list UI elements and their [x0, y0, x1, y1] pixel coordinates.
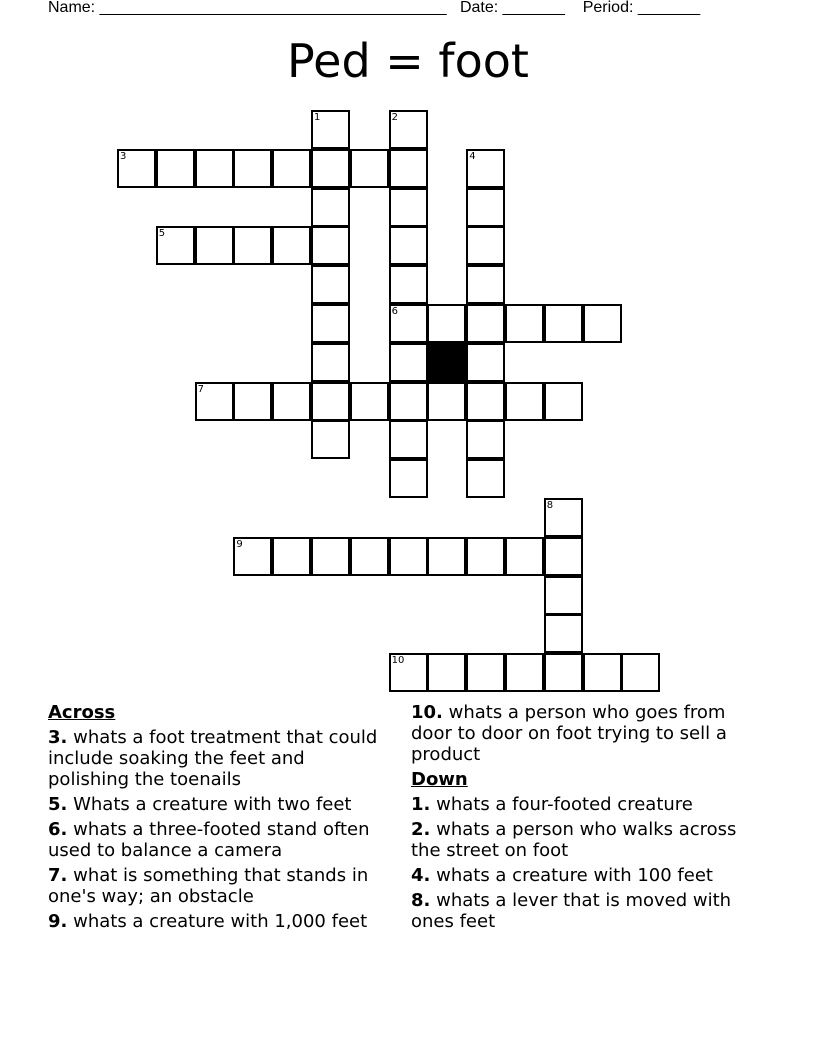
crossword-cell[interactable] [389, 110, 428, 149]
clue-column-left [48, 702, 388, 936]
crossword-cell[interactable] [466, 420, 505, 459]
crossword-cell[interactable] [389, 420, 428, 459]
crossword-cell[interactable] [427, 537, 466, 576]
clue-number: 5 [158, 228, 166, 240]
clue-down-2: 2. whats a person who walks across the street on foot [411, 819, 737, 861]
crossword-cell[interactable] [233, 382, 272, 421]
crossword-cell[interactable] [195, 226, 234, 265]
crossword-cell[interactable] [272, 537, 311, 576]
clue-across-10: 10. whats a person who goes from door to door on foot trying to sell a product [411, 702, 727, 765]
crossword-cell[interactable] [311, 149, 350, 188]
crossword-cell[interactable] [466, 653, 505, 692]
crossword-cell[interactable] [505, 653, 544, 692]
crossword-cell[interactable] [350, 149, 389, 188]
crossword-cell[interactable] [466, 265, 505, 304]
crossword-cell[interactable] [233, 226, 272, 265]
crossword-cell[interactable] [505, 537, 544, 576]
crossword-cell[interactable] [466, 149, 505, 188]
crossword-cell[interactable] [505, 382, 544, 421]
date-field: Date: _______ [459, 0, 565, 16]
crossword-cell[interactable] [389, 265, 428, 304]
crossword-cell[interactable] [350, 382, 389, 421]
crossword-cell[interactable] [389, 382, 428, 421]
period-field: Period: _______ [582, 0, 701, 16]
clue-number: 8 [546, 500, 554, 511]
crossword-cell[interactable] [466, 188, 505, 227]
crossword-cell[interactable] [350, 537, 389, 576]
clue-across-6: 6. whats a three-footed stand often used to balance a camera [48, 819, 370, 861]
clue-number: 10 [391, 655, 405, 667]
crossword-cell[interactable] [389, 537, 428, 576]
crossword-cell[interactable] [389, 149, 428, 188]
clue-down-4: 4. whats a creature with 100 feet [411, 865, 713, 886]
crossword-cell[interactable] [311, 226, 350, 265]
crossword-cell[interactable] [233, 537, 272, 576]
crossword-cell[interactable] [389, 343, 428, 382]
crossword-cell[interactable] [427, 382, 466, 421]
crossword-cell[interactable] [195, 149, 234, 188]
crossword-cell[interactable] [621, 653, 660, 692]
clue-number: 9 [236, 538, 243, 550]
crossword-cell[interactable] [195, 382, 234, 421]
crossword-cell[interactable] [544, 653, 583, 692]
clue-across-7: 7. what is something that stands in one's way; an obstacle [48, 865, 369, 907]
blocked-cell [427, 343, 466, 382]
clue-number: 2 [391, 112, 398, 123]
down-heading: Down [411, 769, 468, 790]
clue-number: 4 [469, 150, 476, 162]
crossword-cell[interactable] [583, 304, 622, 343]
crossword-cell[interactable] [466, 343, 505, 382]
crossword-cell[interactable] [505, 304, 544, 343]
crossword-cell[interactable] [389, 188, 428, 227]
crossword-cell[interactable] [272, 226, 311, 265]
crossword-cell[interactable] [311, 343, 350, 382]
clue-down-8: 8. whats a lever that is moved with ones feet [411, 890, 732, 932]
crossword-cell[interactable] [466, 382, 505, 421]
crossword-cell[interactable] [544, 614, 583, 653]
crossword-cell[interactable] [311, 382, 350, 421]
crossword-cell[interactable] [311, 420, 350, 459]
crossword-cell[interactable] [156, 226, 195, 265]
clue-number: 7 [197, 383, 204, 395]
crossword-cell[interactable] [466, 459, 505, 498]
clue-number: 1 [314, 112, 321, 123]
crossword-cell[interactable] [466, 226, 505, 265]
crossword-cell[interactable] [156, 149, 195, 188]
crossword-cell[interactable] [544, 576, 583, 615]
crossword-cell[interactable] [544, 537, 583, 576]
crossword-cell[interactable] [311, 304, 350, 343]
clue-number: 6 [391, 306, 398, 317]
crossword-cell[interactable] [389, 653, 428, 692]
crossword-cell[interactable] [272, 382, 311, 421]
page-title: Ped = foot [287, 34, 529, 88]
crossword-cell[interactable] [466, 304, 505, 343]
crossword-cell[interactable] [544, 382, 583, 421]
crossword-cell[interactable] [544, 498, 583, 537]
clue-across-5: 5. Whats a creature with two feet [48, 794, 352, 815]
clue-across-3: 3. whats a foot treatment that could include soaking the feet and polishing the toenails [48, 727, 378, 790]
crossword-cell[interactable] [272, 149, 311, 188]
crossword-cell[interactable] [311, 188, 350, 227]
crossword-cell[interactable] [233, 149, 272, 188]
across-heading: Across [48, 702, 116, 723]
clue-down-1: 1. whats a four-footed creature [411, 794, 693, 815]
crossword-cell[interactable] [389, 459, 428, 498]
clue-column-right [411, 702, 771, 936]
crossword-cell[interactable] [427, 653, 466, 692]
crossword-cell[interactable] [311, 265, 350, 304]
crossword-cell[interactable] [544, 304, 583, 343]
crossword-cell[interactable] [466, 537, 505, 576]
name-field: Name: _______________________________________ [48, 0, 447, 16]
crossword-cell[interactable] [389, 304, 428, 343]
clue-across-9: 9. whats a creature with 1,000 feet [48, 911, 368, 932]
crossword-cell[interactable] [311, 110, 350, 149]
crossword-cell[interactable] [311, 537, 350, 576]
crossword-cell[interactable] [583, 653, 622, 692]
crossword-cell[interactable] [117, 149, 156, 188]
clue-number: 3 [120, 150, 127, 162]
crossword-cell[interactable] [427, 304, 466, 343]
crossword-cell[interactable] [389, 226, 428, 265]
